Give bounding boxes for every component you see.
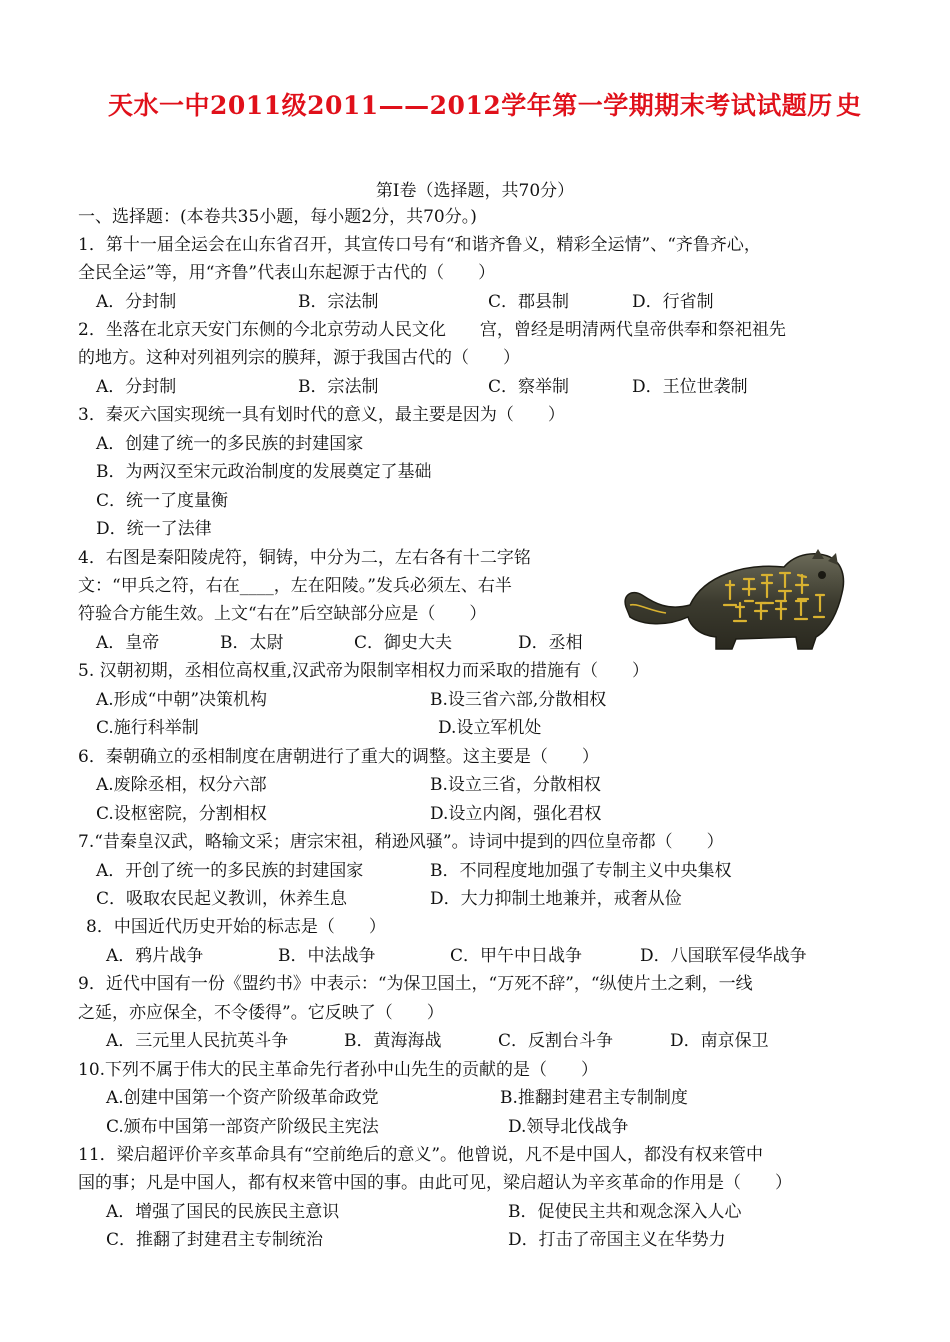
option-a: A．创建了统一的多民族的封建国家 bbox=[96, 434, 364, 454]
option-c: C．统一了度量衡 bbox=[96, 491, 229, 511]
option-a: A.形成“中朝”决策机构 bbox=[96, 690, 268, 710]
question-stem-line: 2．坐落在北京天安门东侧的今北京劳动人民文化 宫，曾经是明清两代皇帝供奉和祭祀祖先 bbox=[78, 320, 786, 340]
option-c: C．御史大夫 bbox=[354, 633, 453, 653]
option-c: C.施行科举制 bbox=[96, 718, 199, 738]
option-b: B．为两汉至宋元政治制度的发展奠定了基础 bbox=[96, 462, 432, 482]
option-b: B.设立三省，分散相权 bbox=[430, 775, 601, 795]
option-c: C．察举制 bbox=[488, 377, 570, 397]
option-b: B．黄海海战 bbox=[344, 1031, 442, 1051]
option-d: D．大力抑制土地兼并，戒奢从俭 bbox=[430, 889, 682, 909]
option-b: B．不同程度地加强了专制主义中央集权 bbox=[430, 861, 732, 881]
question-stem-line: 8．中国近代历史开始的标志是（ ） bbox=[86, 917, 386, 937]
option-b: B.设三省六部,分散相权 bbox=[430, 690, 607, 710]
question-stem-line: 之延，亦应保全，不令倭得”。它反映了（ ） bbox=[78, 1003, 444, 1023]
exam-title-subject: 史 bbox=[836, 91, 862, 120]
question-stem-line: 5. 汉朝初期，丞相位高权重,汉武帝为限制宰相权力而采取的措施有（ ） bbox=[78, 661, 650, 681]
part-heading: 第Ⅰ卷（选择题，共70分） bbox=[375, 181, 575, 201]
option-a: A．分封制 bbox=[96, 292, 177, 312]
option-d: D.设立军机处 bbox=[438, 718, 542, 738]
exam-title bbox=[108, 86, 868, 126]
option-d: D．八国联军侵华战争 bbox=[640, 946, 807, 966]
option-a: A.废除丞相，权分六部 bbox=[96, 775, 267, 795]
option-b: B．中法战争 bbox=[278, 946, 376, 966]
option-a: A．三元里人民抗英斗争 bbox=[106, 1031, 289, 1051]
question-stem-line: 3．秦灭六国实现统一具有划时代的意义，最主要是因为（ ） bbox=[78, 405, 565, 425]
question-stem-line: 符验合方能生效。上文“右在”后空缺部分应是（ ） bbox=[78, 604, 487, 624]
option-d: D.设立内阁，强化君权 bbox=[430, 804, 602, 824]
question-stem-line: 7.“昔秦皇汉武，略输文采；唐宗宋祖，稍逊风骚”。诗词中提到的四位皇帝都（ ） bbox=[78, 832, 724, 852]
option-c: C．甲午中日战争 bbox=[450, 946, 583, 966]
option-c: C．吸取农民起义教训，休养生息 bbox=[96, 889, 348, 909]
option-d: D．统一了法律 bbox=[96, 519, 212, 539]
tiger-tally-image bbox=[616, 545, 848, 655]
question-stem-line: 的地方。这种对列祖列宗的膜拜，源于我国古代的（ ） bbox=[78, 348, 520, 368]
option-d: D.领导北伐战争 bbox=[508, 1117, 629, 1137]
section-heading: 一、选择题：(本卷共35小题，每小题2分，共70分。) bbox=[78, 207, 477, 227]
option-d: D．南京保卫 bbox=[670, 1031, 769, 1051]
tiger-tally-illustration bbox=[616, 545, 848, 655]
option-d: D．打击了帝国主义在华势力 bbox=[508, 1230, 726, 1250]
option-c: C．郡县制 bbox=[488, 292, 570, 312]
question-stem-line: 9．近代中国有一份《盟约书》中表示：“为保卫国土，“万死不辞”，“纵使片土之剩，一线 bbox=[78, 974, 753, 994]
option-b: B．太尉 bbox=[220, 633, 284, 653]
option-d: D．丞相 bbox=[518, 633, 583, 653]
question-stem-line: 文：“甲兵之符，右在____，左在阳陵。”发兵必须左、右半 bbox=[78, 576, 512, 596]
exam-title-main: 天水一中2011级2011——2012学年第一学期期末考试试题历 bbox=[108, 91, 833, 120]
option-c: C.设枢密院，分割相权 bbox=[96, 804, 267, 824]
option-c: C．推翻了封建君主专制统治 bbox=[106, 1230, 324, 1250]
question-stem-line: 1．第十一届全运会在山东省召开，其宣传口号有“和谐齐鲁义，精彩全运情”、“齐鲁齐心， bbox=[78, 235, 761, 255]
option-a: A．鸦片战争 bbox=[106, 946, 204, 966]
option-a: A．分封制 bbox=[96, 377, 177, 397]
option-b: B．宗法制 bbox=[298, 377, 379, 397]
question-stem-line: 11．梁启超评价辛亥革命具有“空前绝后的意义”。他曾说，凡不是中国人，都没有权来管中 bbox=[78, 1145, 764, 1165]
option-a: A．开创了统一的多民族的封建国家 bbox=[96, 861, 364, 881]
question-stem-line: 全民全运”等，用“齐鲁”代表山东起源于古代的（ ） bbox=[78, 263, 496, 283]
option-a: A.创建中国第一个资产阶级革命政党 bbox=[106, 1088, 379, 1108]
option-b: B．促使民主共和观念深入人心 bbox=[508, 1202, 742, 1222]
option-a: A．增强了国民的民族民主意识 bbox=[106, 1202, 340, 1222]
question-stem-line: 国的事；凡是中国人，都有权来管中国的事。由此可见，梁启超认为辛亥革命的作用是（ ） bbox=[78, 1173, 792, 1193]
option-b: B.推翻封建君主专制制度 bbox=[500, 1088, 688, 1108]
option-b: B．宗法制 bbox=[298, 292, 379, 312]
option-d: D．行省制 bbox=[632, 292, 714, 312]
question-stem-line: 6．秦朝确立的丞相制度在唐朝进行了重大的调整。这主要是（ ） bbox=[78, 747, 599, 767]
option-c: C.颁布中国第一部资产阶级民主宪法 bbox=[106, 1117, 379, 1137]
option-a: A．皇帝 bbox=[96, 633, 160, 653]
question-stem-line: 4．右图是秦阳陵虎符，铜铸，中分为二，左右各有十二字铭 bbox=[78, 548, 531, 568]
option-d: D．王位世袭制 bbox=[632, 377, 748, 397]
question-stem-line: 10.下列不属于伟大的民主革命先行者孙中山先生的贡献的是（ ） bbox=[78, 1060, 599, 1080]
option-c: C．反割台斗争 bbox=[498, 1031, 614, 1051]
